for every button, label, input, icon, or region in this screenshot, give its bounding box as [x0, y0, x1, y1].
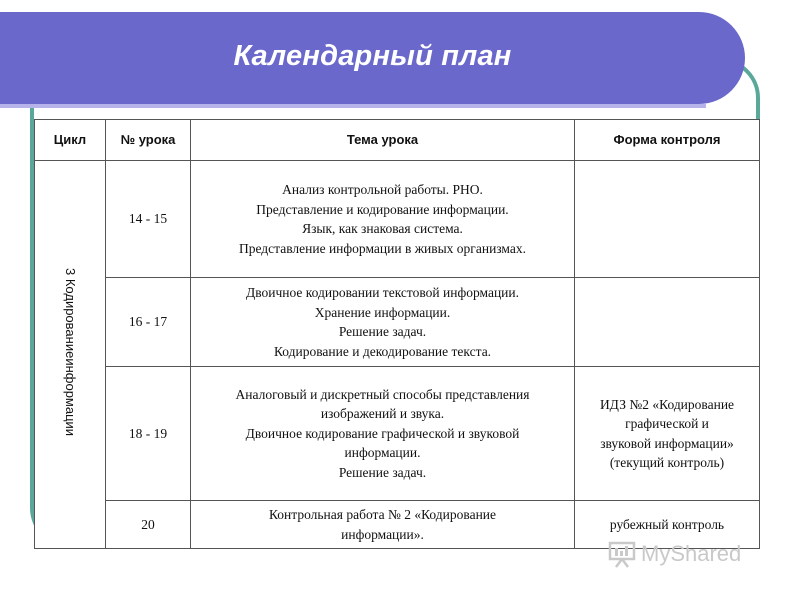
header-control-form: Форма контроля: [575, 120, 760, 161]
lesson-number: 14 - 15: [106, 161, 191, 278]
cycle-cell: [35, 161, 106, 549]
control-line: графической и: [625, 416, 709, 431]
lesson-topic: [191, 278, 575, 367]
topic-line: информации.: [344, 445, 421, 461]
topic-line: Решение задач.: [338, 464, 427, 480]
watermark-text: MyShared: [641, 541, 742, 566]
slide-title: Календарный план: [233, 40, 512, 72]
topic-line: Двоичное кодирование графической и звуковой: [245, 425, 520, 441]
control-form: [575, 161, 760, 278]
topic-line: информации».: [341, 526, 424, 542]
control-line: (текущий контроль): [609, 455, 725, 470]
lesson-number: 16 - 17: [106, 278, 191, 367]
topic-line: изображений и звука.: [320, 406, 445, 422]
table-header-row: [35, 120, 760, 161]
table-row: [35, 278, 760, 367]
control-form: [575, 278, 760, 367]
topic-line: Аналоговый и дискретный способы представления: [235, 386, 530, 402]
control-line: звуковой информации»: [600, 435, 734, 451]
topic-line: Контрольная работа № 2 «Кодирование: [268, 507, 497, 522]
header-lesson-number: № урока: [106, 120, 191, 161]
topic-line: Анализ контрольной работы. РНО.: [282, 182, 483, 197]
presentation-board-icon: [607, 539, 637, 569]
lesson-topic: [191, 501, 575, 549]
topic-line: Язык, как знаковая система.: [302, 221, 463, 236]
cycle-label: 3 Кодированиеинформации: [62, 267, 78, 436]
watermark: [607, 536, 741, 572]
control-line: рубежный контроль: [609, 516, 725, 532]
topic-line: Представление и кодирование информации.: [256, 201, 509, 217]
banner-underline: [0, 104, 706, 108]
topic-line: Хранение информации.: [314, 304, 451, 320]
table-row: [35, 367, 760, 501]
topic-line: Решение задач.: [338, 324, 427, 339]
header-cycle: Цикл: [35, 120, 106, 161]
lesson-number: 18 - 19: [106, 367, 191, 501]
control-form: [575, 367, 760, 501]
control-line: ИДЗ №2 «Кодирование: [599, 396, 735, 412]
table-row: [35, 161, 760, 278]
topic-line: Представление информации в живых организмах.: [238, 240, 526, 256]
topic-line: Кодирование и декодирование текста.: [273, 343, 492, 359]
header-topic: Тема урока: [191, 120, 575, 161]
calendar-plan-table: [34, 119, 760, 549]
topic-line: Двоичное кодировании текстовой информации.: [245, 285, 520, 300]
lesson-topic: [191, 367, 575, 501]
lesson-number: 20: [106, 501, 191, 549]
lesson-topic: [191, 161, 575, 278]
